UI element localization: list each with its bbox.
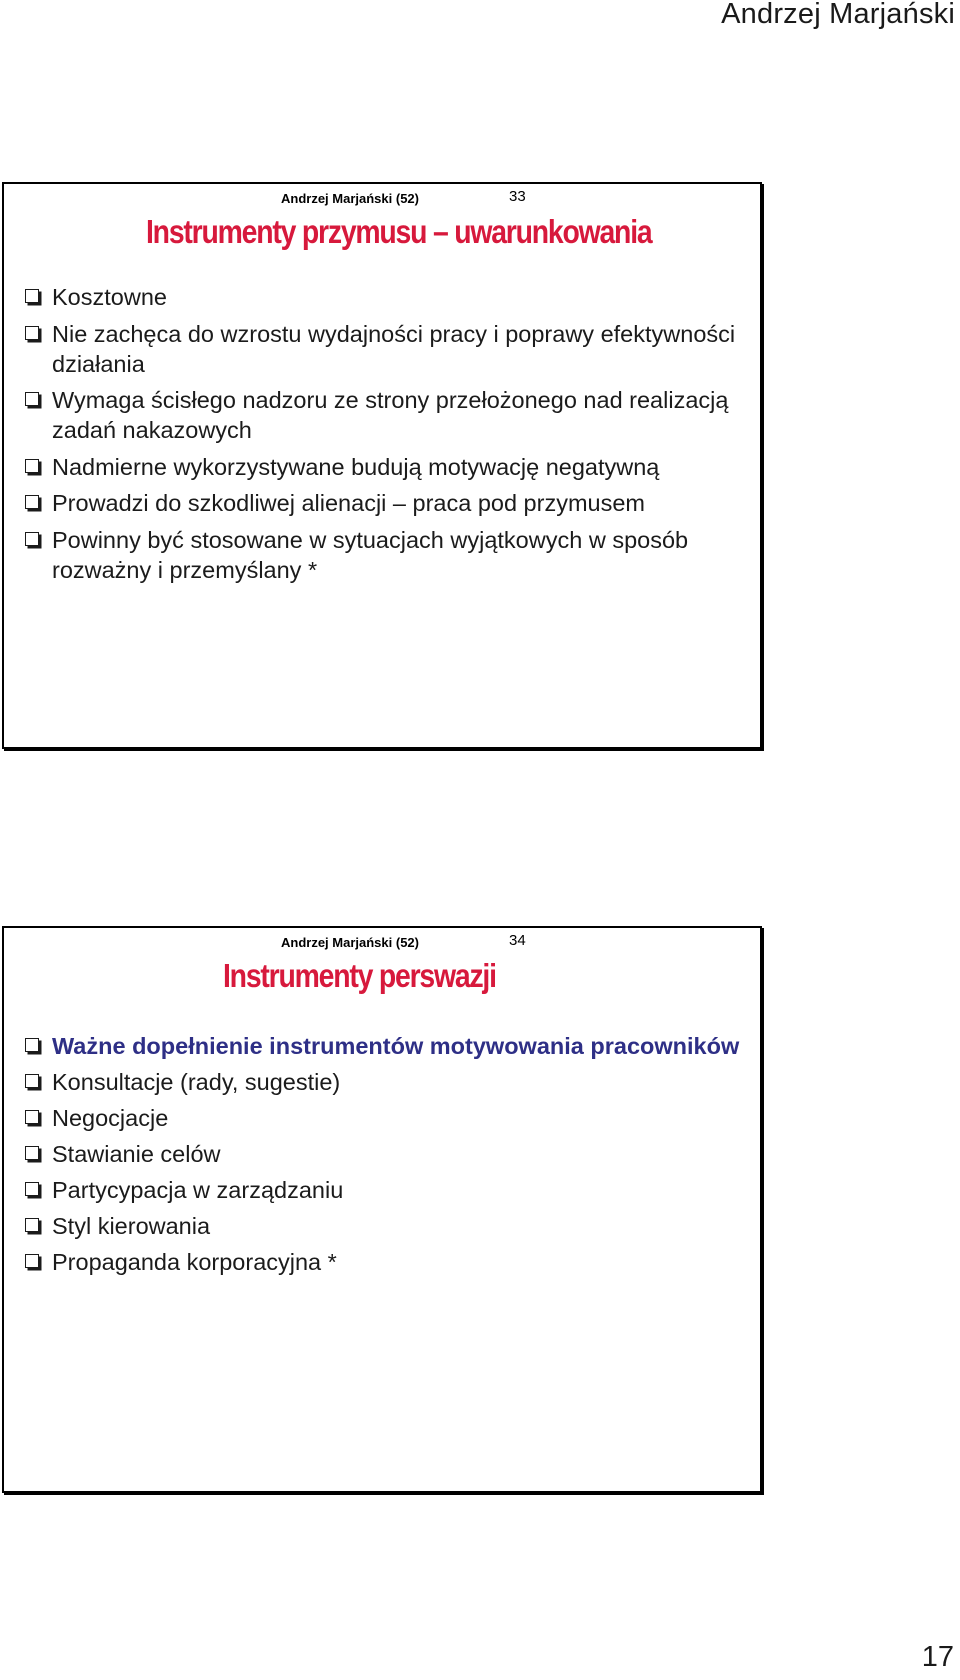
- bullet-item: [24, 1247, 740, 1277]
- bullet-item: [24, 1139, 740, 1169]
- bullet-item: [24, 452, 740, 482]
- checkbox-square-icon: [25, 1110, 39, 1124]
- bullet-item: [24, 1103, 740, 1133]
- checkbox-square-icon: [25, 392, 39, 406]
- slide-title: [4, 210, 760, 254]
- slide-33: [2, 182, 762, 749]
- checkbox-square-icon: [25, 1146, 39, 1160]
- bullet-item: [24, 1067, 740, 1097]
- bullet-item: [24, 282, 740, 312]
- bullet-text: Stawianie celów: [52, 1141, 221, 1167]
- bullet-text: Konsultacje (rady, sugestie): [52, 1069, 341, 1095]
- checkbox-square-icon: [25, 532, 39, 546]
- slide-author: Andrzej Marjański (52): [281, 935, 419, 950]
- bullet-text: Styl kierowania: [52, 1213, 211, 1239]
- checkbox-square-icon: [25, 1218, 39, 1232]
- checkbox-square-icon: [25, 1254, 39, 1268]
- bullet-item: [24, 1211, 740, 1241]
- page-number: 17: [921, 1641, 954, 1673]
- bullet-item: [24, 525, 740, 585]
- slide-author: Andrzej Marjański (52): [281, 191, 419, 206]
- checkbox-square-icon: [25, 1038, 39, 1052]
- slide-title-text: Instrumenty perswazji: [223, 957, 496, 994]
- bullet-text: Nie zachęca do wzrostu wydajności pracy i poprawy efektywności działania: [52, 320, 736, 377]
- checkbox-square-icon: [25, 1074, 39, 1088]
- bullet-item: [24, 1175, 740, 1205]
- bullet-text: Negocjacje: [52, 1105, 169, 1131]
- checkbox-square-icon: [25, 1182, 39, 1196]
- bullet-list: [24, 282, 740, 591]
- slide-34: [2, 926, 762, 1493]
- bullet-text: Kosztowne: [52, 284, 167, 310]
- bullet-item: [24, 385, 740, 445]
- slide-title-text: Instrumenty przymusu – uwarunkowania: [146, 213, 652, 250]
- bullet-list: [24, 1031, 740, 1283]
- bullet-text: Prowadzi do szkodliwej alienacji – praca pod przymusem: [52, 490, 645, 516]
- slide-number: 33: [509, 188, 526, 205]
- bullet-item: [24, 488, 740, 518]
- slide-number: 34: [509, 932, 526, 949]
- page-header: Andrzej Marjański: [721, 0, 955, 30]
- bullet-item: [24, 319, 740, 379]
- bullet-text: Ważne dopełnienie instrumentów motywowania pracowników: [52, 1033, 740, 1059]
- bullet-text: Powinny być stosowane w sytuacjach wyjątkowych w sposób rozważny i przemyślany *: [52, 526, 689, 583]
- checkbox-square-icon: [25, 495, 39, 509]
- bullet-item-emphasized: [24, 1031, 740, 1061]
- bullet-text: Nadmierne wykorzystywane budują motywację negatywną: [52, 453, 660, 480]
- bullet-text: Partycypacja w zarządzaniu: [52, 1177, 344, 1203]
- checkbox-square-icon: [25, 459, 39, 473]
- checkbox-square-icon: [25, 326, 39, 340]
- slide-title: [4, 954, 760, 998]
- checkbox-square-icon: [25, 289, 39, 303]
- bullet-text: Propaganda korporacyjna *: [52, 1249, 337, 1275]
- bullet-text: Wymaga ścisłego nadzoru ze strony przełożonego nad realizacją zadań nakazowych: [52, 387, 729, 443]
